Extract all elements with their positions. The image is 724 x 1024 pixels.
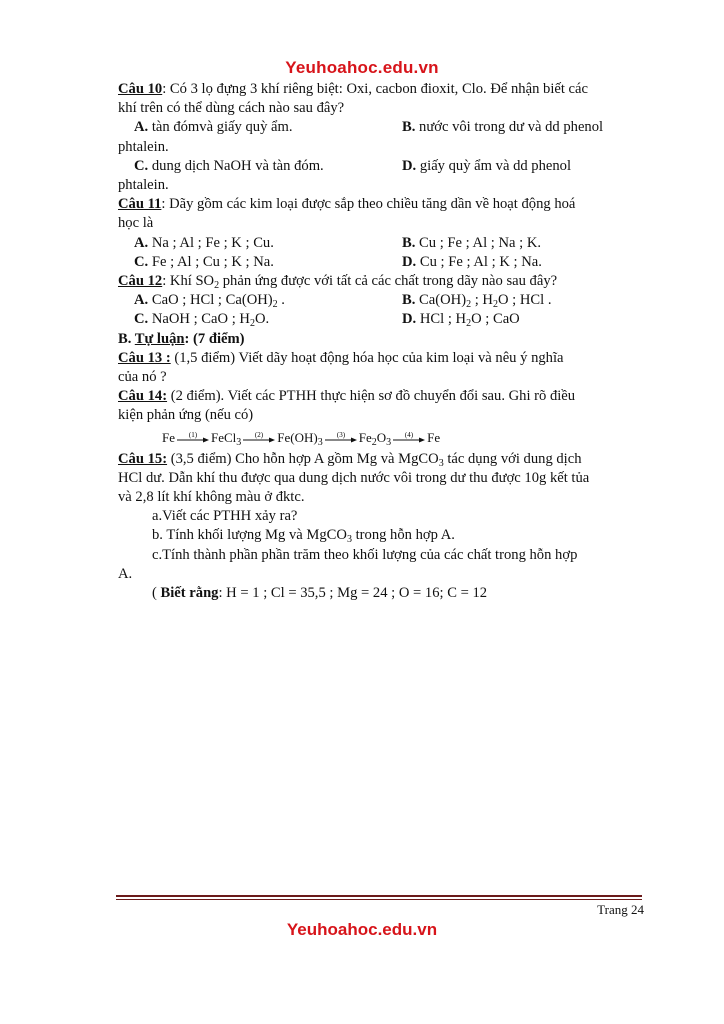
q10-option-d: D. giấy quỳ ẩm và dd phenol <box>402 157 572 174</box>
q11-stem-line2: học là <box>118 215 154 232</box>
step-number-2: (2) <box>255 431 264 439</box>
page-number: Trang 24 <box>597 902 644 917</box>
q13-stem-line2: của nó ? <box>118 369 167 386</box>
footer-site-name: Yeuhoahoc.edu.vn <box>286 920 438 939</box>
scheme-species-fe2o3: $Fe_2O_3$ <box>358 430 392 449</box>
q12-option-d: D. HCl ; $H_2O$ ; CaO <box>402 311 520 330</box>
q11-stem-line1: Câu 11: Dãy gồm các kim loại được sắp theo chiều tăng dần về hoạt động hoá <box>118 196 576 213</box>
reaction-arrow-1 <box>177 432 209 444</box>
q15-item-c-cont: A. <box>118 565 133 582</box>
q10-option-b: B. nước vôi trong dư và dd phenol <box>402 119 604 136</box>
step-number-1: (1) <box>188 431 198 439</box>
q12-option-b: B. $Ca(OH)_2$ ; $H_2O$ ; HCl . <box>402 292 552 311</box>
q12-options-ab <box>118 291 644 310</box>
q11-options-ab <box>118 234 644 253</box>
q15-item-b: b. Tính khối lượng Mg và MgCO$_3$ trong hỗn hợp A. <box>152 527 455 546</box>
q10-option-d-cont: phtalein. <box>118 177 169 194</box>
q15-label: Câu 15: <box>118 450 168 467</box>
part-b-heading: B. Tự luận: (7 điểm) <box>118 330 245 347</box>
q14-stem-line2: kiện phản ứng (nếu có) <box>118 407 254 424</box>
exam-content <box>118 80 644 603</box>
q12-option-c: C. NaOH ; CaO ; $H_2O$. <box>134 311 270 330</box>
step-number-4: (4) <box>405 431 414 439</box>
reaction-arrow-3 <box>325 432 357 444</box>
q15-item-a: a.Viết các PTHH xảy ra? <box>152 508 298 525</box>
q11-option-d: D. Cu ; Fe ; Al ; K ; Na. <box>402 253 542 270</box>
q11-option-a: A. Na ; Al ; Fe ; K ; Cu. <box>134 234 274 251</box>
q12-options-cd <box>118 310 644 329</box>
q15-stem-line3: và 2,8 lít khí không màu ở đktc. <box>118 489 305 506</box>
arrow-icon <box>243 432 275 444</box>
q10-option-c: C. dung dịch NaOH và tàn đóm. <box>134 157 324 174</box>
scheme-species-feoh3: $Fe(OH)_3$ <box>277 430 323 449</box>
arrow-icon <box>177 432 209 444</box>
step-number-3: (3) <box>336 431 345 439</box>
q14-stem-line1: Câu 14: (2 điểm). Viết các PTHH thực hiện sơ đồ chuyển đổi sau. Ghi rõ điều <box>118 388 576 405</box>
q10-stem-line2: khí trên có thể dùng cách nào sau đây? <box>118 100 345 117</box>
q13-label: Câu 13 : <box>118 349 171 366</box>
q10-options-cd <box>118 157 644 176</box>
reaction-scheme <box>118 426 644 450</box>
q12-label: Câu 12 <box>118 273 163 290</box>
reaction-arrow-2 <box>243 432 275 444</box>
arrow-icon <box>393 432 425 444</box>
q15-stem-line2: HCl dư. Dẫn khí thu được qua dung dịch nước vôi trong dư thu được 10g kết tủa <box>118 469 590 486</box>
q11-options-cd <box>118 253 644 272</box>
scheme-species-fe-final: Fe <box>427 430 441 446</box>
scheme-species-fe: Fe <box>162 430 175 446</box>
footer-divider <box>116 895 642 900</box>
q11-option-b: B. Cu ; Fe ; Al ; Na ; K. <box>402 234 542 251</box>
q10-option-a: A. tàn đómvà giấy quỳ ẩm. <box>134 119 293 136</box>
q13-stem-line1: Câu 13 : (1,5 điểm) Viết dãy hoạt động hóa học của kim loại và nêu ý nghĩa <box>118 349 564 366</box>
scheme-species-fecl3: FeCl$_3$ <box>211 430 242 449</box>
q11-label: Câu 11 <box>118 196 162 213</box>
q11-option-c: C. Fe ; Al ; Cu ; K ; Na. <box>134 253 274 270</box>
q15-stem-line1: Câu 15: (3,5 điểm) Cho hỗn hợp A gồm Mg và MgCO$_3$ tác dụng với dung dịch <box>118 450 582 469</box>
q10-label: Câu 10 <box>118 81 163 97</box>
q12-stem-line1: Câu 12: Khí $SO_2$ phản ứng được với tất cả các chất trong dãy nào sau đây? <box>118 273 558 292</box>
q10-option-b-cont: phtalein. <box>118 138 169 155</box>
q15-given-data: ( Biết rằng: H = 1 ; Cl = 35,5 ; Mg = 24 ; O = 16; C = 12 <box>152 585 488 602</box>
q15-item-c: c.Tính thành phần phần trăm theo khối lượng của các chất trong hỗn hợp <box>152 546 578 563</box>
header-site-name: Yeuhoahoc.edu.vn <box>285 58 439 77</box>
q14-label: Câu 14: <box>118 388 168 405</box>
q12-option-a: A. CaO ; HCl ; $Ca(OH)_2$ . <box>134 292 285 311</box>
q10-options-ab <box>118 118 644 137</box>
q10-stem-line1: Câu 10: Có 3 lọ đựng 3 khí riêng biệt: Oxi, cacbon đioxit, Clo. Để nhận biết các <box>118 81 588 97</box>
arrow-icon <box>325 432 357 444</box>
part-b-title: Tự luận <box>134 330 185 347</box>
reaction-arrow-4 <box>393 432 425 444</box>
